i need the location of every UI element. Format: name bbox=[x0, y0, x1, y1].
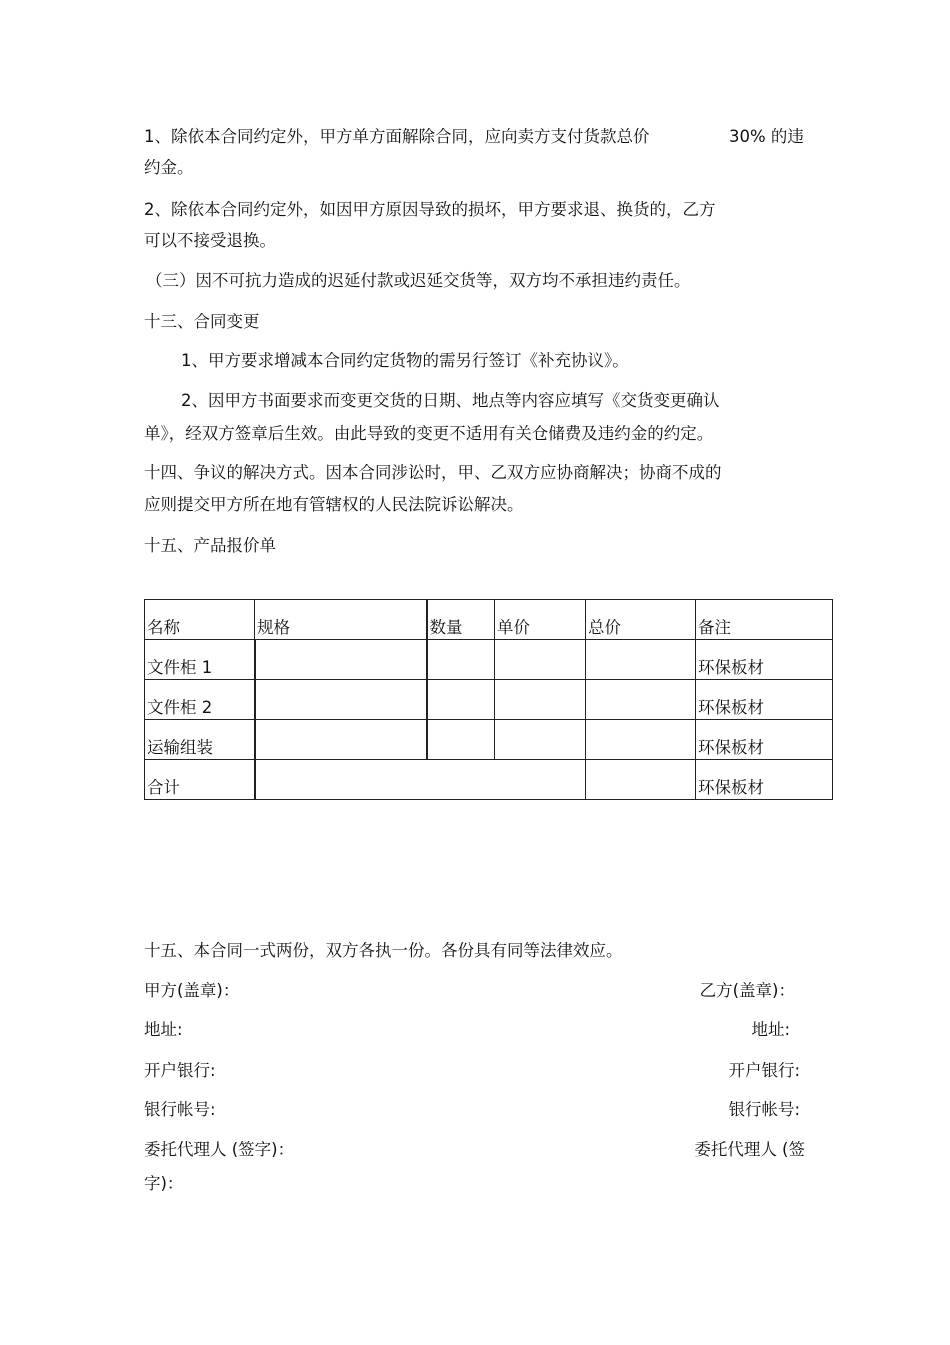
party-a-account: 银行帐号: bbox=[144, 1100, 216, 1119]
header-cell: 名称 bbox=[145, 600, 255, 640]
note-cell: 环保板材 bbox=[696, 760, 833, 800]
total-price-cell bbox=[586, 720, 696, 760]
clause-3: （三）因不可抗力造成的迟延付款或迟延交货等，双方均不承担违约责任。 bbox=[146, 271, 691, 290]
total-price-cell bbox=[586, 680, 696, 720]
party-b-bank: 开户银行: bbox=[728, 1061, 800, 1080]
spec-cell bbox=[255, 720, 427, 760]
header-cell: 单价 bbox=[495, 600, 586, 640]
header-cell: 数量 bbox=[427, 600, 495, 640]
unit-price-cell bbox=[495, 680, 586, 720]
clause-1-percent bbox=[729, 129, 804, 146]
spec-cell bbox=[255, 640, 427, 680]
header-cell: 总价 bbox=[586, 600, 696, 640]
section-15-title: 十五、产品报价单 bbox=[144, 536, 276, 555]
total-price-cell bbox=[586, 760, 696, 800]
table-header-row bbox=[145, 600, 833, 640]
party-b-agent-line-2: 字)： bbox=[144, 1174, 184, 1193]
clause-1-line-1 bbox=[144, 129, 650, 146]
party-b-agent-line-1: 委托代理人 (签 bbox=[694, 1140, 805, 1159]
section-13-title: 十三、合同变更 bbox=[144, 312, 260, 331]
note-cell: 环保板材 bbox=[696, 720, 833, 760]
section-13-item-2-line-2: 单》，经双方签章后生效。由此导致的变更不适用有关仓储费及违约金的约定。 bbox=[144, 424, 714, 443]
clause-2-line-2: 可以不接受退换。 bbox=[144, 231, 276, 250]
table-row bbox=[145, 720, 833, 760]
total-label-cell: 合计 bbox=[145, 760, 255, 800]
total-price-cell bbox=[586, 640, 696, 680]
party-a-seal: 甲方(盖章)： bbox=[144, 981, 240, 1000]
clause-1-line-2: 约金。 bbox=[144, 158, 194, 177]
party-a-bank: 开户银行: bbox=[144, 1061, 216, 1080]
clause-1-tail: 的违 bbox=[765, 127, 804, 146]
header-cell: 备注 bbox=[696, 600, 833, 640]
header-cell: 规格 bbox=[255, 600, 427, 640]
unit-price-cell bbox=[495, 720, 586, 760]
item-name-cell: 文件柜 1 bbox=[145, 640, 255, 680]
section-14-line-2: 应则提交甲方所在地有管辖权的人民法院诉讼解决。 bbox=[144, 495, 524, 514]
quantity-cell bbox=[427, 720, 495, 760]
party-b-seal: 乙方(盖章)： bbox=[699, 981, 795, 1000]
item-name-cell: 文件柜 2 bbox=[145, 680, 255, 720]
quantity-cell bbox=[427, 680, 495, 720]
copies-clause: 十五、本合同一式两份，双方各执一份。各份具有同等法律效应。 bbox=[144, 941, 623, 960]
quantity-cell bbox=[427, 640, 495, 680]
table-row bbox=[145, 640, 833, 680]
note-cell: 环保板材 bbox=[696, 640, 833, 680]
party-a-agent: 委托代理人 (签字)： bbox=[144, 1140, 295, 1159]
total-merged-cell bbox=[255, 760, 586, 800]
party-b-account: 银行帐号: bbox=[728, 1100, 800, 1119]
section-13-item-1: 1、甲方要求增减本合同约定货物的需另行签订《补充协议》。 bbox=[181, 351, 629, 370]
table-row bbox=[145, 680, 833, 720]
section-14-line-1: 十四、争议的解决方式。因本合同涉讼时，甲、乙双方应协商解决；协商不成的 bbox=[144, 463, 722, 482]
spec-cell bbox=[255, 680, 427, 720]
section-13-item-2-line-1: 2、因甲方书面要求而变更交货的日期、地点等内容应填写《交货变更确认 bbox=[181, 391, 720, 410]
clause-1-text: 1、除依本合同约定外，甲方单方面解除合同，应向卖方支付货款总价 bbox=[144, 127, 650, 146]
quote-table bbox=[144, 599, 833, 800]
item-name-cell: 运输组装 bbox=[145, 720, 255, 760]
clause-1-pct: 30% bbox=[729, 127, 766, 146]
unit-price-cell bbox=[495, 640, 586, 680]
party-b-address: 地址: bbox=[751, 1020, 790, 1039]
party-a-address: 地址: bbox=[144, 1020, 183, 1039]
note-cell: 环保板材 bbox=[696, 680, 833, 720]
clause-2-line-1: 2、除依本合同约定外，如因甲方原因导致的损坏，甲方要求退、换货的，乙方 bbox=[144, 200, 716, 219]
table-total-row bbox=[145, 760, 833, 800]
